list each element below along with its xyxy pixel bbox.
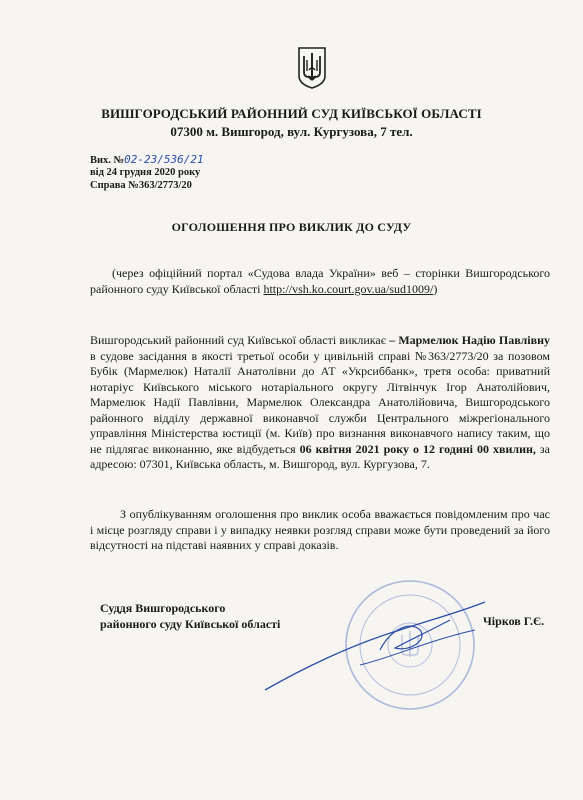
summons-text-2: в судове засідання в якості третьої особи у цивільній справі №363/2773/20 за позовом Бубік (Мармелюк) Наталії Анатолівни до АТ «Укрсиббанк», третя особа: приватний нотаріус Київського міського нотаріального округу Літвінчук Ігор Анатолійович, Мармелюк Надії Павлівни, Мармелюк Олександра Анатолійовича, Вишгородського районного відділу державної виконавчої служби Центрального міжрегіонального управління Міністерства юстиції (м. Київ) про визнання виконавчого напису таким, що не підлягає виконанню, яке відбудеться	[90, 348, 550, 456]
court-website-link[interactable]: http://vsh.ko.court.gov.ua/sud1009/	[263, 281, 434, 296]
outgoing-number-handwritten: 02-23/536/21	[124, 153, 204, 166]
summons-text-1: Вишгородський районний суд Київської області викликає	[90, 333, 390, 347]
court-address: 07300 м. Вишгород, вул. Кургузова, 7 тел.	[170, 124, 413, 139]
outgoing-number	[90, 153, 204, 167]
document-title: ОГОЛОШЕННЯ ПРО ВИКЛИК ДО СУДУ	[171, 220, 412, 234]
hearing-datetime: 06 квітня 2021 року о 12 годині 00 хвилин,	[299, 441, 536, 456]
notice-paragraph: З опублікуванням оголошення про виклик особа вважається повідомленим про час і місце розгляду справи і у випадку неявки розгляд справи може бути проведений за його відсутності на підставі наявних у справі доказів.	[90, 507, 550, 552]
intro-text: (через офіційний портал «Судова влада України» веб – сторінки Вишгородського районного суду Київської області	[90, 266, 550, 296]
judge-position-line-2: районного суду Київської області	[100, 617, 281, 631]
document-date: від 24 грудня 2020 року	[90, 167, 201, 178]
signature-scribble-icon	[260, 590, 490, 700]
court-name-heading: ВИШГОРОДСЬКИЙ РАЙОННИЙ СУД КИЇВСЬКОЇ ОБЛАСТІ	[101, 106, 482, 121]
judge-position-line-1: Суддя Вишгородського	[100, 601, 226, 615]
intro-close: )	[433, 281, 438, 296]
judge-position	[100, 600, 280, 632]
intro-paragraph	[90, 266, 550, 297]
judge-name: Чірков Г.Є.	[483, 614, 545, 628]
case-number: Справа №363/2773/20	[90, 180, 192, 191]
outgoing-label: Вих. №	[90, 155, 125, 166]
summons-text-3: за адресою: 07301, Київська область, м. Вишгород, вул. Кургузова, 7.	[90, 441, 550, 471]
coat-of-arms-icon	[297, 46, 327, 90]
summoned-person: – Мармелюк Надію Павлівну	[389, 333, 550, 347]
summons-paragraph	[90, 333, 550, 473]
